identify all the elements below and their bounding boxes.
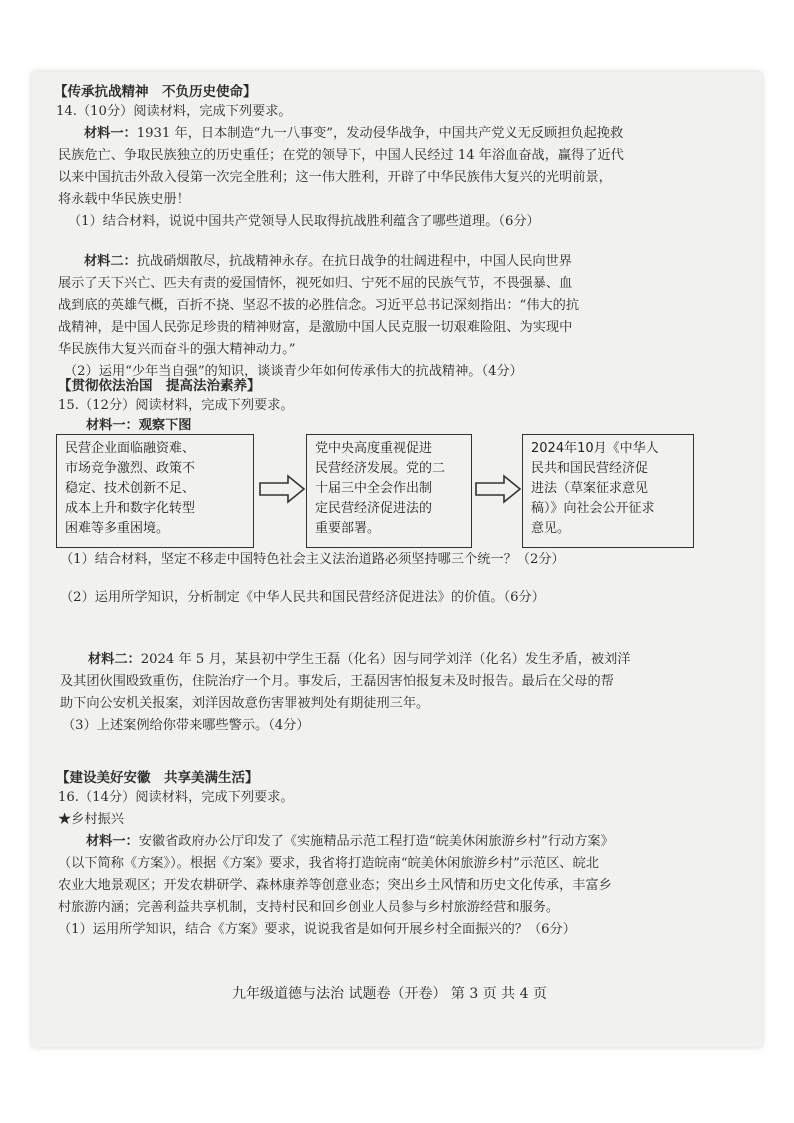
arrow-right-icon — [258, 474, 306, 504]
page-footer: 九年级道德与法治 试题卷（开卷） 第 3 页 共 4 页 — [232, 986, 547, 1002]
box-line: 稿）》向社会公开征求 — [531, 501, 655, 516]
box-line: 民营企业面临融资难、 — [65, 441, 196, 456]
rural-revitalization-heading: ★乡村振兴 — [58, 812, 124, 827]
q16-material-1-line-4: 村旅游内涵；完善利益共享机制，支持村民和回乡创业人员参与乡村旅游经营和服务。 — [58, 900, 560, 915]
q15-material-1-line — [86, 416, 192, 436]
q16-material-1-line-1 — [86, 832, 614, 852]
question-15-1: （1）结合材料，坚定不移走中国特色社会主义法治道路必须坚持哪三个统一？（2分） — [60, 552, 565, 567]
flow-box-2 — [306, 434, 472, 548]
arrow-right-icon — [474, 474, 522, 504]
q14-material-1-line-1 — [84, 124, 623, 144]
material-text: 抗战硝烟散尽，抗战精神永存。在抗日战争的壮阔进程中，中国人民向世界 — [136, 254, 572, 269]
material-label: 材料一： — [84, 126, 137, 141]
section-title-14: 【传承抗战精神 不负历史使命】 — [54, 84, 257, 100]
box-line: 稳定、技术创新不足、 — [65, 481, 196, 496]
material-text: 1931 年，日本制造“九一八事变”，发动侵华战争，中国共产党义无反顾担负起挽救 — [136, 126, 624, 141]
box-line: 成本上升和数字化转型 — [65, 501, 196, 516]
material-text: 观察下图 — [138, 418, 192, 433]
flow-box-1 — [56, 434, 254, 548]
section-title-15: 【贯彻依法治国 提高法治素养】 — [58, 378, 261, 394]
box-line: 民共和国民营经济促 — [531, 461, 649, 476]
material-text: 安徽省政府办公厅印发了《实施精品示范工程打造“皖美休闲旅游乡村”行动方案》 — [138, 834, 614, 849]
box-line: 党中央高度重视促进 — [315, 441, 433, 456]
question-16-1: （1）运用所学知识，结合《方案》要求，说说我省是如何开展乡村全面振兴的？（6分） — [58, 922, 576, 937]
q14-material-2-line-3: 战到底的英雄气概，百折不挠、坚忍不拔的必胜信念。习近平总书记深刻指出：“伟大的抗 — [58, 298, 580, 313]
box-line: 2024年10月《中华人 — [531, 441, 659, 456]
exam-page — [32, 72, 762, 1047]
q14-material-2-line-4: 战精神，是中国人民弥足珍贵的精神财富，是激励中国人民克服一切艰难险阻、为实现中 — [58, 320, 573, 335]
q14-material-2-line-2: 展示了天下兴亡、匹夫有责的爱国情怀，视死如归、宁死不屈的民族气节，不畏强暴、血 — [58, 276, 573, 291]
box-line: 重要部署。 — [315, 521, 381, 536]
question-15-2: （2）运用所学知识，分析制定《中华人民共和国民营经济促进法》的价值。（6分） — [60, 590, 545, 605]
flow-box-3 — [522, 434, 694, 548]
box-line: 进法（草案征求意见 — [531, 481, 649, 496]
question-14-2: （2）运用“少年当自强”的知识，谈谈青少年如何传承伟大的抗战精神。（4分） — [64, 364, 523, 379]
q16-material-1-line-3: 农业大地景观区；开发农耕研学、森林康养等创意业态；突出乡土风情和历史文化传承，丰富乡 — [58, 878, 612, 893]
material-text: 2024 年 5 月，某县初中学生王磊（化名）因与同学刘洋（化名）发生矛盾，被刘洋 — [140, 652, 631, 667]
box-line: 意见。 — [531, 521, 571, 536]
question-14-1: （1）结合材料，说说中国共产党领导人民取得抗战胜利蕴含了哪些道理。（6分） — [68, 214, 540, 229]
material-label: 材料一： — [86, 834, 139, 849]
material-label: 材料二： — [84, 254, 137, 269]
material-label: 材料二： — [88, 652, 141, 667]
question-16-stem: 16.（14分）阅读材料，完成下列要求。 — [58, 790, 294, 805]
q15-material-2-line-1 — [88, 650, 630, 670]
q14-material-1-line-3: 以来中国抗击外敌入侵第一次完全胜利；这一伟大胜利，开辟了中华民族伟大复兴的光明前景， — [58, 170, 612, 185]
question-15-stem: 15.（12分）阅读材料，完成下列要求。 — [58, 398, 294, 413]
material-label: 材料一： — [86, 418, 139, 433]
box-line: 市场竞争激烈、政策不 — [65, 461, 196, 476]
box-line: 定民营经济促进法的 — [315, 501, 433, 516]
q15-material-2-line-3: 助下向公安机关报案，刘洋因故意伤害罪被判处有期徒刑三年。 — [60, 696, 430, 711]
box-line: 民营经济发展。党的二 — [315, 461, 446, 476]
box-line: 十届三中全会作出制 — [315, 481, 433, 496]
q14-material-1-line-2: 民族危亡、争取民族独立的历史重任；在党的领导下，中国人民经过 14 年浴血奋战，赢得了近代 — [58, 148, 624, 163]
q14-material-2-line-5: 华民族伟大复兴而奋斗的强大精神动力。” — [58, 342, 296, 357]
q15-material-2-line-2: 及其团伙围殴致重伤，住院治疗一个月。事发后，王磊因害怕报复未及时报告。最后在父母的帮 — [60, 674, 614, 689]
question-14-stem: 14.（10分）阅读材料，完成下列要求。 — [56, 104, 292, 119]
q16-material-1-line-2: （以下简称《方案》）。根据《方案》要求，我省将打造皖南“皖美休闲旅游乡村”示范区、皖北 — [58, 856, 599, 871]
box-line: 困难等多重困境。 — [65, 521, 170, 536]
section-title-16: 【建设美好安徽 共享美满生活】 — [56, 770, 259, 786]
q14-material-1-line-4: 将永载中华民族史册！ — [58, 192, 190, 207]
q14-material-2-line-1 — [84, 252, 572, 272]
question-15-3: （3）上述案例给你带来哪些警示。（4分） — [62, 718, 310, 733]
